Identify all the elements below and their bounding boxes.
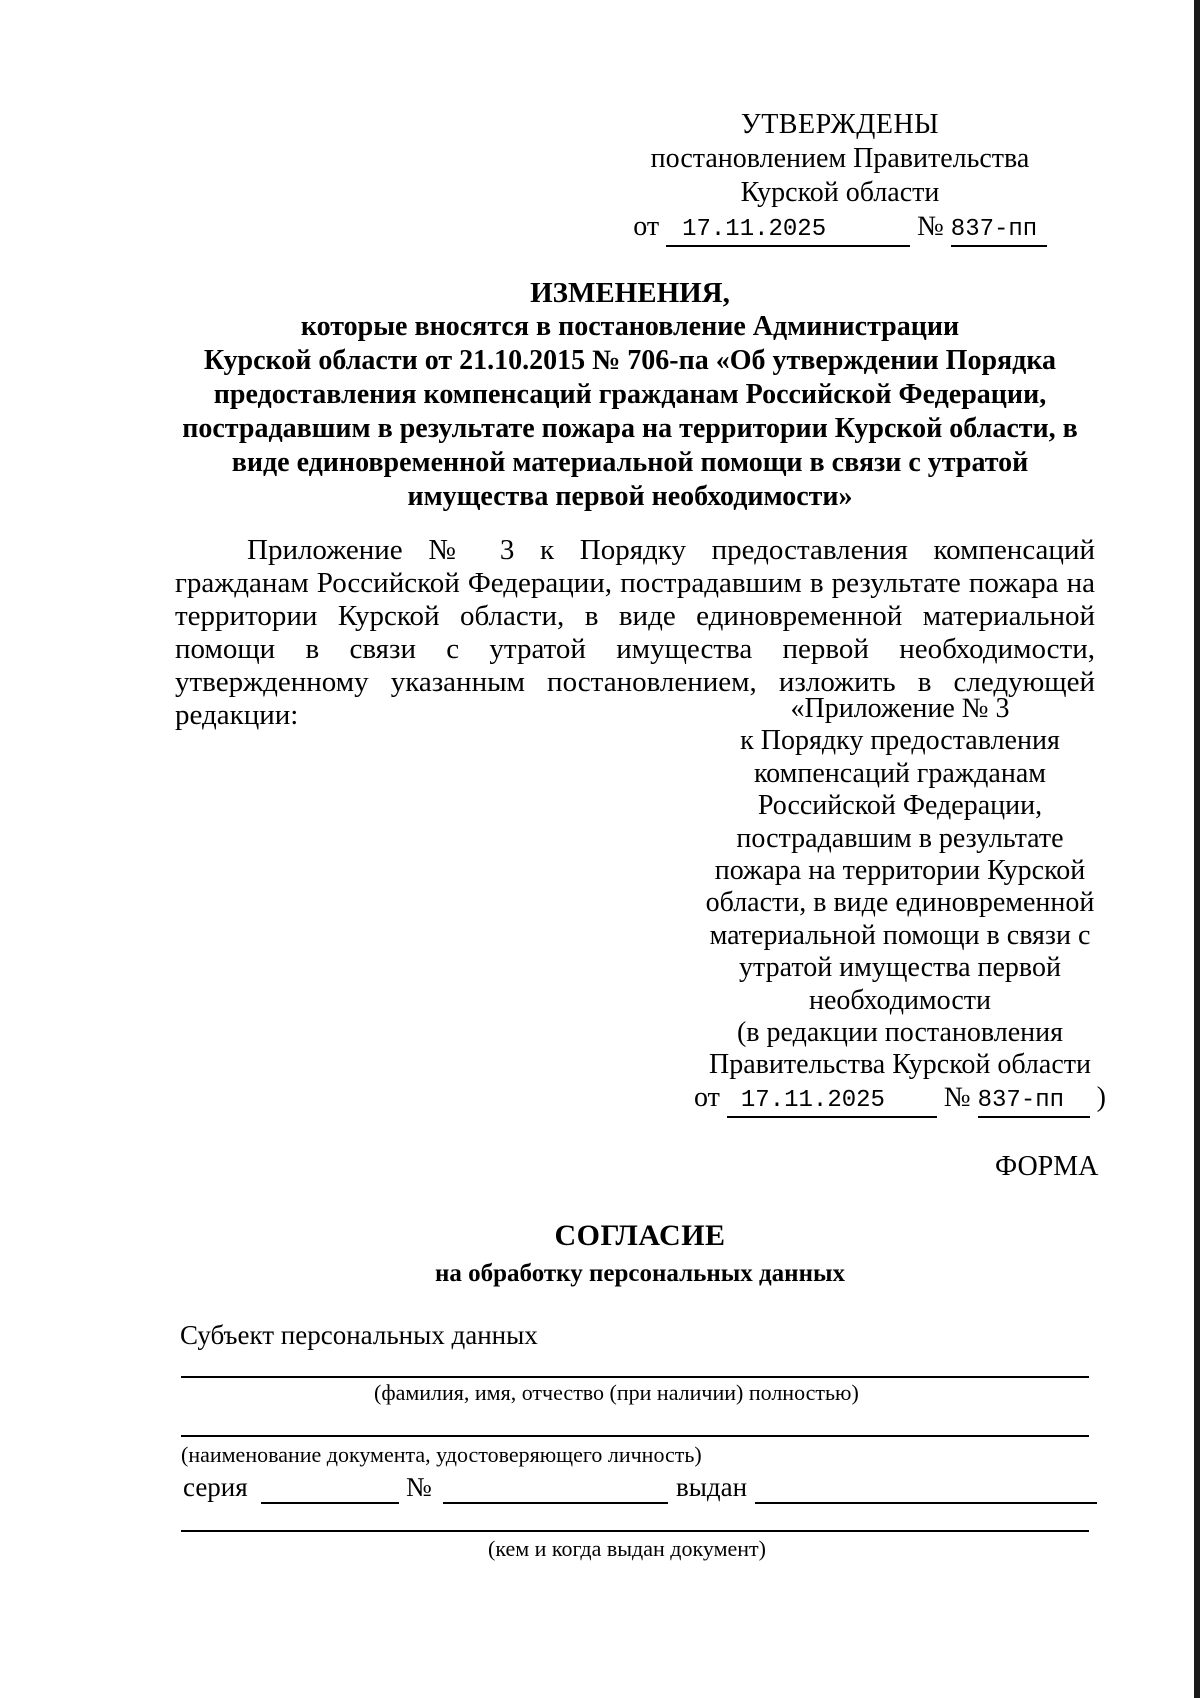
id-document-caption: (наименование документа, удостоверяющего личность) xyxy=(181,1442,702,1467)
appendix-line-8: материальной помощи в связи с xyxy=(709,919,1091,951)
forma-label: ФОРМА xyxy=(995,1151,1099,1182)
approval-from-label: от xyxy=(633,211,660,242)
appendix-line-9: утратой имущества первой xyxy=(739,952,1061,984)
fio-caption: (фамилия, имя, отчество (при наличии) полностью) xyxy=(374,1380,859,1405)
appendix-line-1: «Приложение № 3 xyxy=(790,693,1010,724)
heading-title: ИЗМЕНЕНИЯ, xyxy=(530,277,730,309)
issued-field-line[interactable] xyxy=(755,1502,1097,1504)
appendix-line-7: области, в виде единовременной xyxy=(705,887,1095,919)
heading-line-6: имущества первой необходимости» xyxy=(407,481,853,512)
approval-date: 17.11.2025 xyxy=(666,215,910,247)
appendix-line-5: пострадавшим в результате xyxy=(736,822,1064,854)
appendix-line-6: пожара на территории Курской xyxy=(714,855,1086,887)
consent-title: СОГЛАСИЕ xyxy=(554,1219,726,1252)
doc-number-label: № xyxy=(406,1472,432,1502)
appendix-closing: ) xyxy=(1096,1081,1106,1113)
approval-number: 837-пп xyxy=(951,215,1047,247)
series-label: серия xyxy=(183,1472,248,1502)
appendix-line-2: к Порядку предоставления xyxy=(740,725,1060,757)
id-document-field-line[interactable] xyxy=(181,1435,1089,1437)
approval-date-line xyxy=(600,210,1080,247)
heading-line-4: пострадавшим в результате пожара на территории Курской области, в xyxy=(182,413,1078,444)
appendix-number-label: № xyxy=(943,1081,971,1113)
consent-subtitle: на обработку персональных данных xyxy=(435,1260,845,1287)
subject-label: Субъект персональных данных xyxy=(180,1320,538,1350)
appendix-number: 837-пп xyxy=(978,1086,1090,1118)
heading-line-2: Курской области от 21.10.2015 № 706-па «Об утверждении Порядка xyxy=(203,345,1057,376)
issued-label: выдан xyxy=(676,1472,748,1502)
series-field-line[interactable] xyxy=(261,1502,399,1504)
heading-line-5: виде единовременной материальной помощи в связи с утратой xyxy=(231,447,1029,478)
appendix-line-10: необходимости xyxy=(808,984,991,1016)
appendix-line-12: Правительства Курской области xyxy=(709,1049,1091,1081)
appendix-from-label: от xyxy=(694,1081,720,1113)
changes-heading xyxy=(160,276,1100,514)
approval-line-2: Курской области xyxy=(740,177,940,208)
appendix-date-line xyxy=(690,1082,1110,1118)
appendix-block xyxy=(690,693,1110,1118)
issuer-field-line[interactable] xyxy=(181,1530,1089,1532)
approval-line-1: постановлением Правительства xyxy=(650,143,1030,174)
approval-number-label: № xyxy=(917,211,944,242)
body-paragraph-text: Приложение № 3 к Порядку предоставления компенсаций гражданам Российской Федерации, пострадавшим в результате пожара на территории Курской области, в виде единовременной материальной помощи в связи с утратой имущества первой необходимости, утвержденному указанным постановлением, изложить в следующей редакции: xyxy=(175,534,1095,731)
appendix-line-4: Российской Федерации, xyxy=(757,790,1043,822)
appendix-line-3: компенсаций гражданам xyxy=(754,757,1046,789)
doc-number-field-line[interactable] xyxy=(443,1502,668,1504)
approval-block xyxy=(600,108,1080,247)
issuer-caption: (кем и когда выдан документ) xyxy=(488,1536,766,1561)
scan-edge xyxy=(1194,0,1200,1698)
fio-field-line[interactable] xyxy=(181,1376,1089,1378)
approval-title: УТВЕРЖДЕНЫ xyxy=(740,109,940,140)
consent-heading xyxy=(160,1217,1120,1293)
heading-line-3: предоставления компенсаций гражданам Российской Федерации, xyxy=(213,379,1047,410)
appendix-date: 17.11.2025 xyxy=(727,1086,937,1118)
heading-line-1: которые вносятся в постановление Администрации xyxy=(300,311,960,342)
appendix-line-11: (в редакции постановления xyxy=(736,1017,1064,1049)
